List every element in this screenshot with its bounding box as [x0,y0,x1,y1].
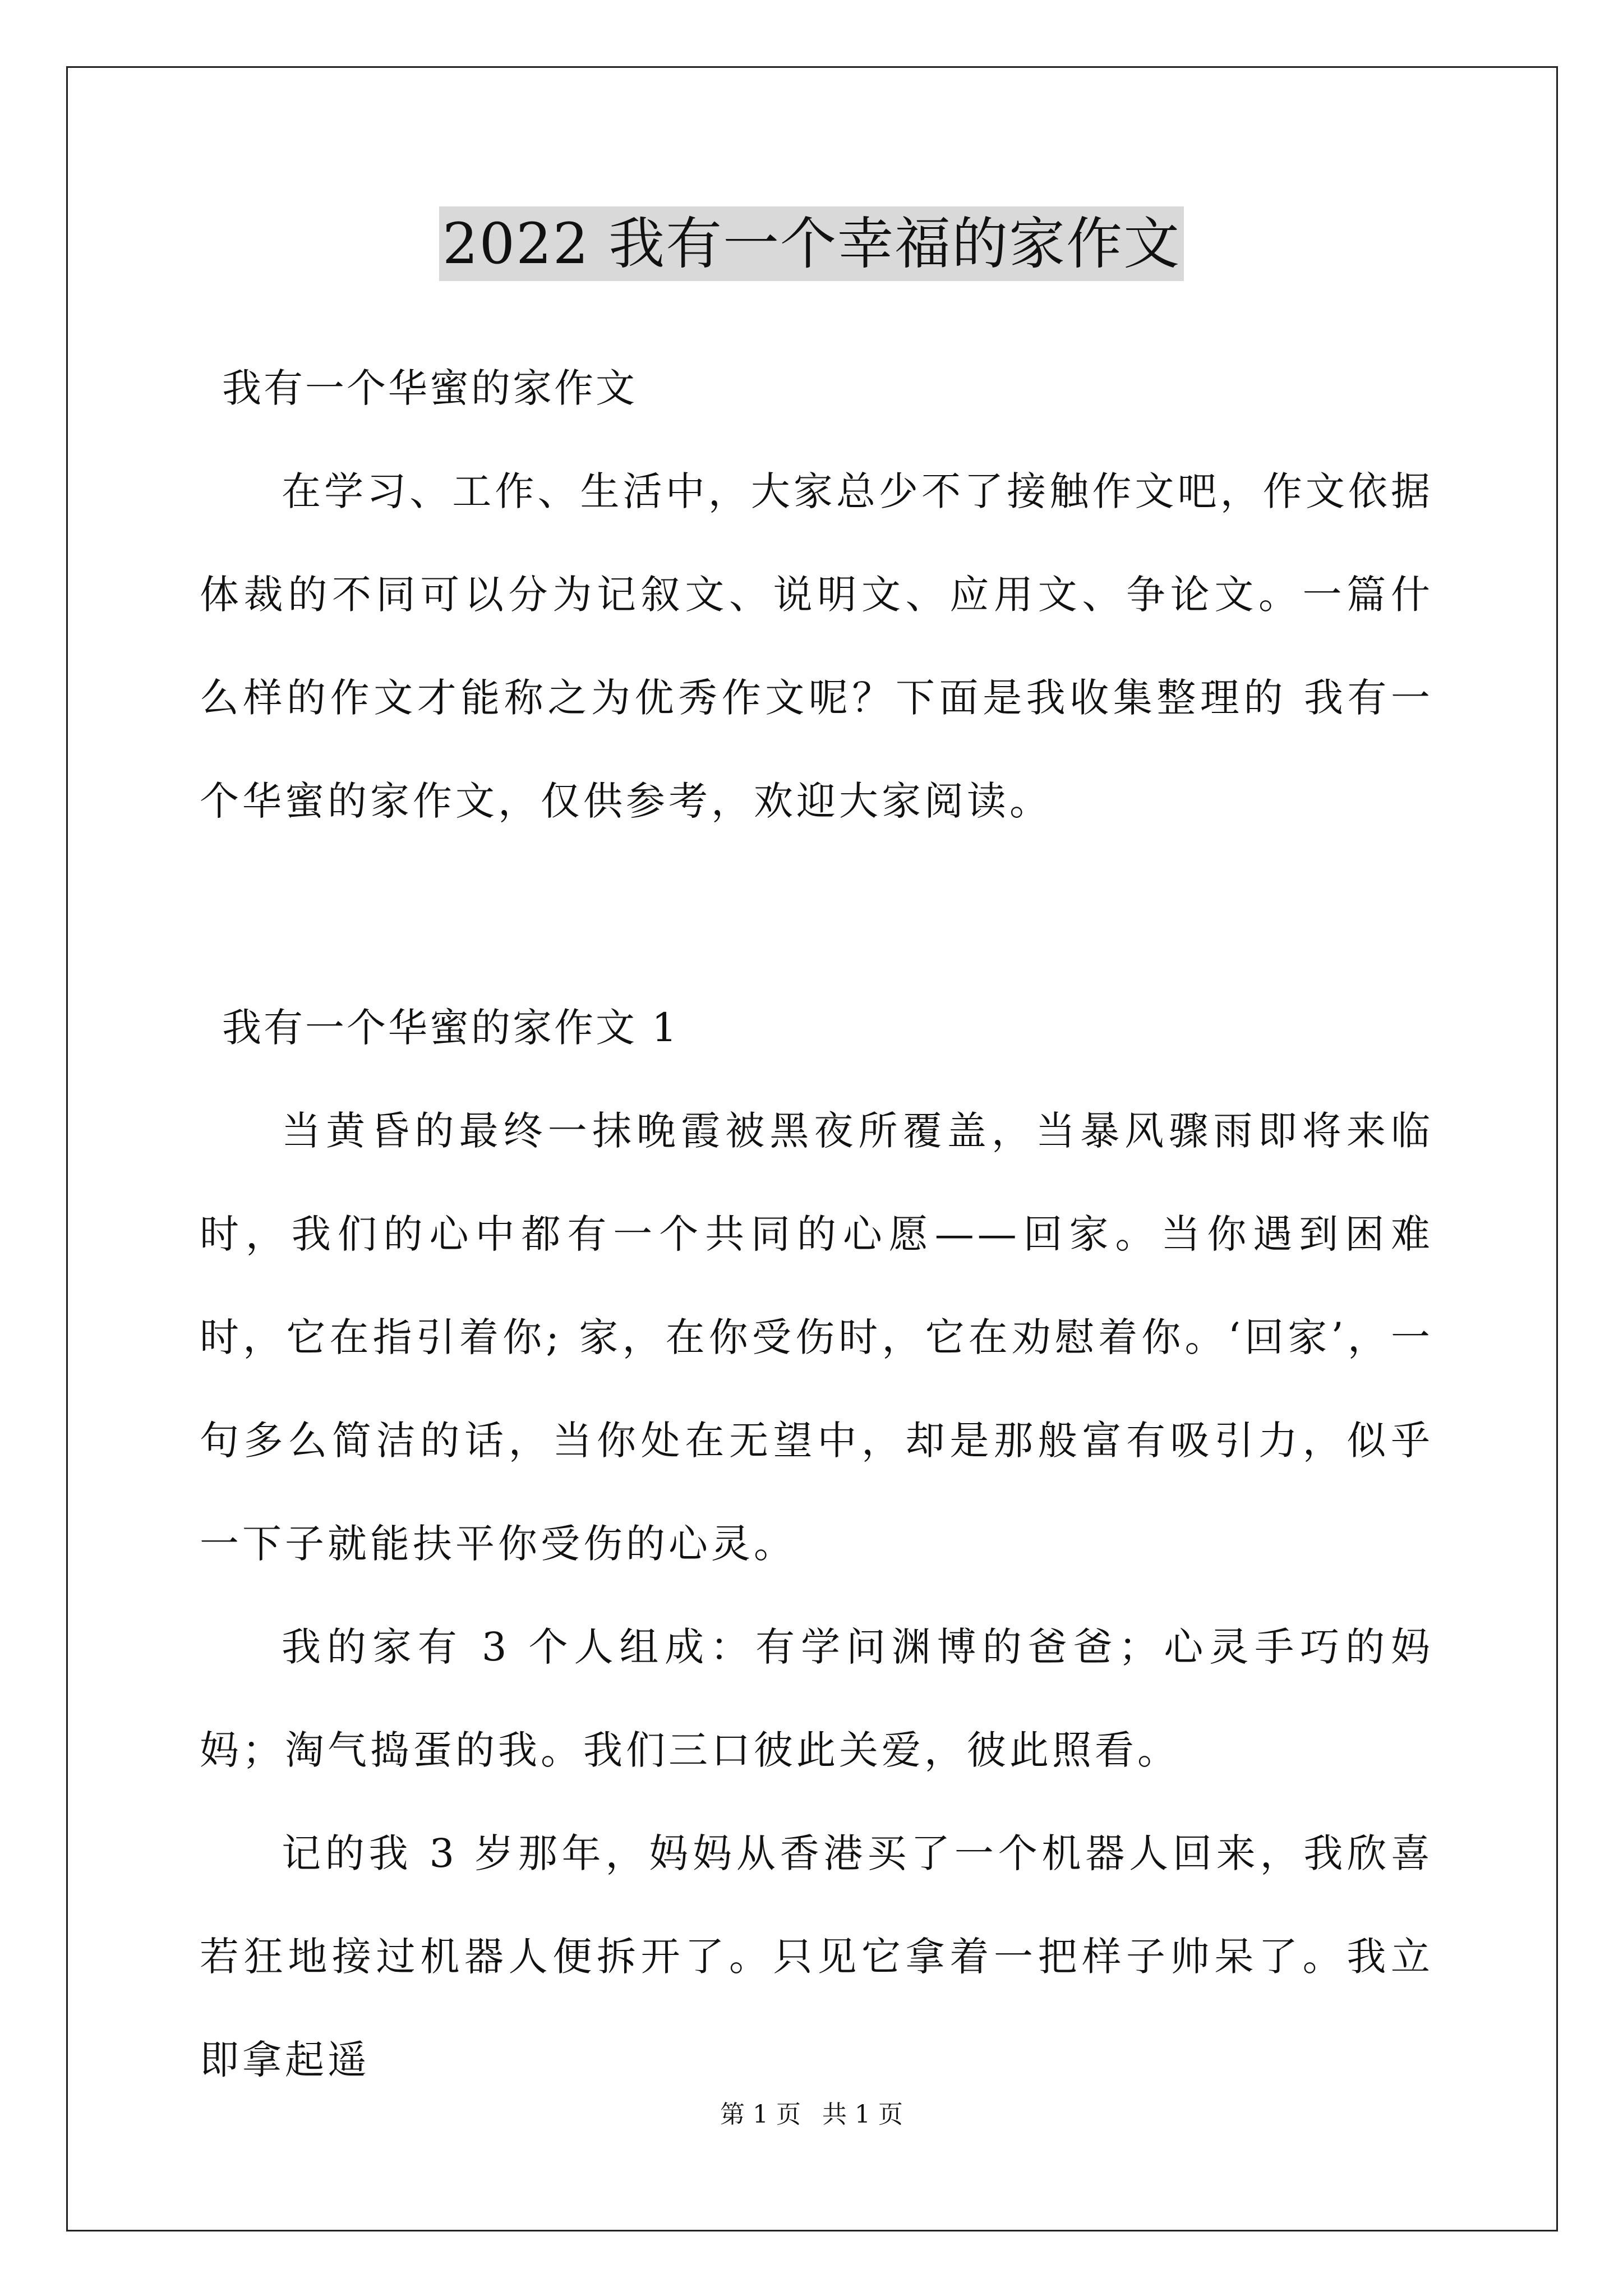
intro-paragraph: 在学习、工作、生活中，大家总少不了接触作文吧，作文依据体裁的不同可以分为记叙文、说明文、应用文、争论文。一篇什么样的作文才能称之为优秀作文呢？下面是我收集整理的 我有一个华蜜的家作文，仅供参考，欢迎大家阅读。 [200,468,1433,824]
body-paragraph-1: 当黄昏的最终一抹晚霞被黑夜所覆盖，当暴风骤雨即将来临时，我们的心中都有一个共同的心愿——回家。当你遇到困难时，它在指引着你; 家，在你受伤时，它在劝慰着你。‘回家’，一句多么简洁的话，当你处在无望中，却是那般富有吸引力，似乎一下子就能扶平你受伤的心灵。 [200,1108,1433,1567]
page-number-current: 第 1 页 [720,2100,801,2129]
section-heading-2: 我有一个华蜜的家作文 1 [222,1005,679,1051]
section-heading-1: 我有一个华蜜的家作文 [222,365,637,411]
document-title-text: 2022 我有一个幸福的家作文 [439,206,1184,281]
body-paragraph-3: 记的我 3 岁那年，妈妈从香港买了一个机器人回来，我欣喜若狂地接过机器人便拆开了。只见它拿着一把样子帅呆了。我立即拿起遥 [200,1830,1433,2083]
section-spacer [200,853,1433,976]
document-title [0,202,1623,286]
body-paragraph-2: 我的家有 3 个人组成：有学问渊博的爸爸；心灵手巧的妈妈；淘气捣蛋的我。我们三口彼此关爱，彼此照看。 [200,1624,1433,1773]
page-number-total: 共 1 页 [822,2100,903,2129]
page-footer [0,2098,1623,2132]
document-body [200,337,1433,2111]
